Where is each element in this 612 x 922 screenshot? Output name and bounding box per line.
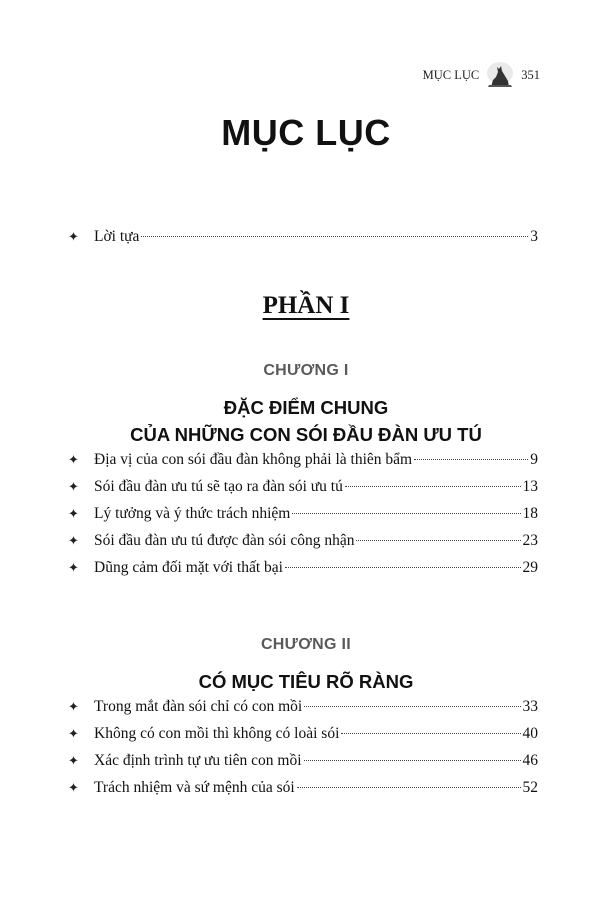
dot-leader [341,733,520,734]
toc-entry-page: 46 [522,752,538,769]
star-bullet-icon: ✦ [68,560,79,575]
dot-leader [297,787,521,788]
header-page-number: 351 [521,67,540,82]
toc-entry-title: Trách nhiệm và sứ mệnh của sói [94,779,295,796]
toc-entry-page: 9 [530,451,538,468]
toc-entry[interactable] [68,532,538,554]
part-heading: PHẦN I [262,292,350,319]
chapter-label: CHƯƠNG II [260,636,352,653]
toc-entry[interactable] [68,478,538,500]
star-bullet-icon: ✦ [68,506,79,521]
header-section-title: MỤC LỤC [422,67,480,82]
dot-leader [285,567,521,568]
toc-entry-page: 23 [522,532,538,549]
dot-leader [304,706,520,707]
chapter-title-line: CỦA NHỮNG CON SÓI ĐẦU ĐÀN ƯU TÚ [130,424,482,445]
star-bullet-icon: ✦ [68,452,79,467]
star-bullet-icon: ✦ [68,533,79,548]
dot-leader [414,459,528,460]
dot-leader [345,486,521,487]
toc-entry-title: Không có con mồi thì không có loài sói [94,725,340,742]
toc-entry-title: Địa vị của con sói đầu đàn không phải là thiên bẩm [94,451,413,468]
toc-entry-title: Lý tưởng và ý thức trách nhiệm [94,505,291,522]
toc-entry-title: Trong mắt đàn sói chỉ có con mồi [94,698,303,715]
toc-entry-page: 40 [522,725,538,742]
star-bullet-icon: ✦ [68,753,79,768]
star-bullet-icon: ✦ [68,780,79,795]
dot-leader [304,760,521,761]
star-bullet-icon: ✦ [68,699,79,714]
toc-entry-page: 29 [522,559,538,576]
toc-entry-page: 13 [522,478,538,495]
toc-entry[interactable] [68,505,538,527]
dot-leader [356,540,520,541]
dot-leader [141,236,528,237]
chapter-title-line: ĐẶC ĐIỂM CHUNG [223,397,389,418]
toc-entry[interactable] [68,451,538,473]
wolf-howling-icon [485,62,515,88]
star-bullet-icon: ✦ [68,479,79,494]
toc-entry[interactable] [68,698,538,720]
toc-entry-page: 52 [522,779,538,796]
toc-entry-title: Lời tựa [94,228,140,245]
toc-entry-page: 33 [522,698,538,715]
toc-entry-title: Sói đầu đàn ưu tú sẽ tạo ra đàn sói ưu tú [94,478,343,495]
chapter-label: CHƯƠNG I [263,362,349,379]
toc-entry[interactable] [68,779,538,801]
toc-entry-title: Sói đầu đàn ưu tú được đàn sói công nhận [94,532,355,549]
chapter-title-line: CÓ MỤC TIÊU RÕ RÀNG [198,671,414,692]
toc-entry-page: 18 [522,505,538,522]
running-header [423,62,540,88]
toc-entry[interactable] [68,559,538,581]
toc-entry[interactable] [68,725,538,747]
star-bullet-icon: ✦ [68,229,79,244]
page-title: MỤC LỤC [221,112,391,153]
toc-entry-preface[interactable] [68,228,538,250]
toc-entry-title: Dũng cảm đối mặt với thất bại [94,559,283,576]
toc-entry-title: Xác định trình tự ưu tiên con mồi [94,752,302,769]
dot-leader [292,513,520,514]
toc-entry[interactable] [68,752,538,774]
star-bullet-icon: ✦ [68,726,79,741]
toc-entry-page: 3 [530,228,538,245]
